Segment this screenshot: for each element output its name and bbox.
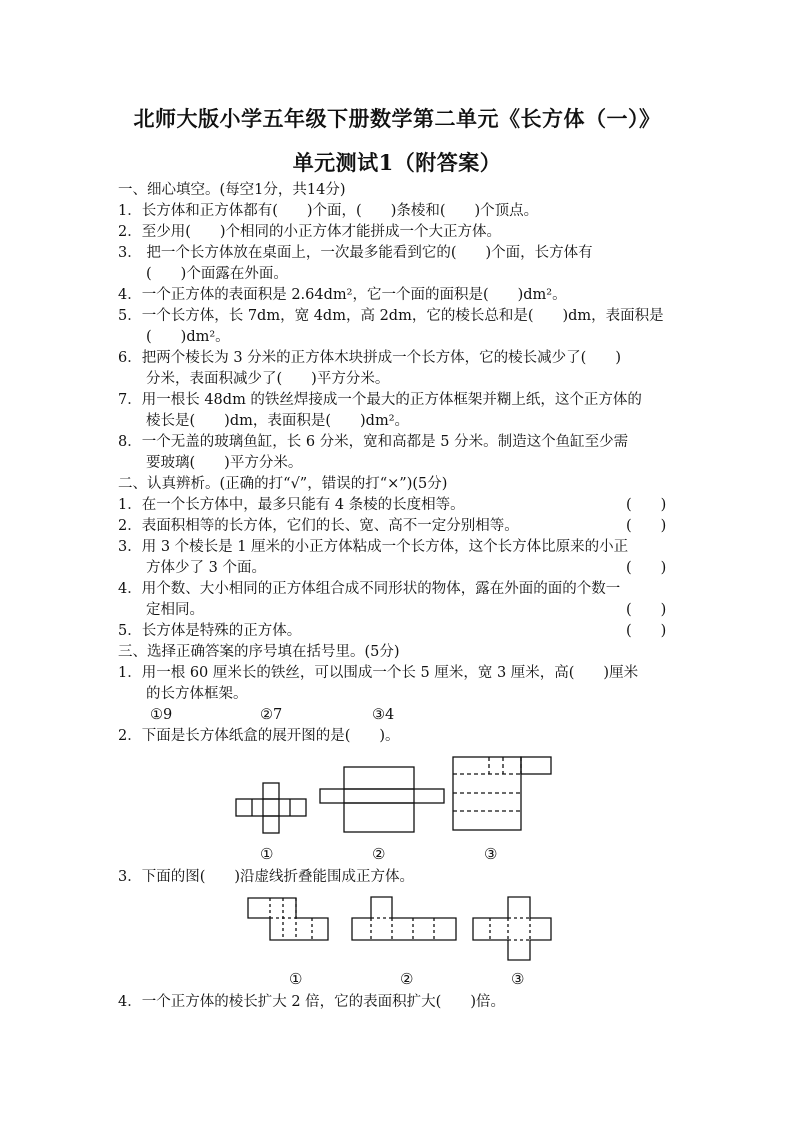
section2-heading: 二、认真辨析。(正确的打“√”，错误的打“×”)(5分) (118, 476, 448, 492)
s3-q1-cont: 的长方体框架。 (146, 686, 248, 702)
s3-q1: 1．用一根 60 厘米长的铁丝，可以围成一个长 5 厘米，宽 3 厘米，高( )厘米 (118, 665, 639, 681)
s1-q2: 2．至少用( )个相同的小正方体才能拼成一个大正方体。 (118, 224, 502, 240)
s2-q4-cont: 定相同。 (146, 602, 204, 618)
s2-q4-answer-paren: ( ) (626, 602, 667, 618)
s2-q4: 4．用个数、大小相同的正方体组合成不同形状的物体，露在外面的面的个数一 (118, 581, 621, 597)
s3-q1-option-1: ①9 (150, 707, 173, 723)
s2-q1-answer-paren: ( ) (626, 497, 667, 513)
s3-q2: 2．下面是长方体纸盒的展开图的是( )。 (118, 728, 400, 744)
section1-heading: 一、细心填空。(每空1分，共14分) (118, 182, 346, 198)
q3-net-3 (473, 897, 551, 960)
s2-q2-answer-paren: ( ) (626, 518, 667, 534)
s2-q2: 2．表面积相等的长方体，它们的长、宽、高不一定分别相等。 (118, 518, 519, 534)
section3-heading: 三、选择正确答案的序号填在括号里。(5分) (118, 644, 400, 660)
s2-q5-answer-paren: ( ) (626, 623, 667, 639)
q3-label-3: ③ (511, 970, 525, 988)
s1-q7-cont: 棱长是( )dm，表面积是( )dm²。 (146, 413, 410, 429)
s2-q5: 5．长方体是特殊的正方体。 (118, 623, 302, 639)
s3-q1-option-2: ②7 (260, 707, 283, 723)
q3-label-1: ① (289, 970, 303, 988)
s1-q6-cont: 分米，表面积减少了( )平方分米。 (146, 371, 390, 387)
s1-q8-cont: 要玻璃( )平方分米。 (146, 455, 303, 471)
s2-q3-cont: 方体少了 3 个面。 (146, 560, 266, 576)
s1-q5-cont: ( )dm²。 (146, 329, 230, 345)
q3-net-1 (248, 898, 328, 940)
s2-q3: 3．用 3 个棱长是 1 厘米的小正方体粘成一个长方体，这个长方体比原来的小正 (118, 539, 629, 555)
q2-net-3 (453, 757, 551, 830)
s3-q3: 3．下面的图( )沿虚线折叠能围成正方体。 (118, 869, 415, 885)
s1-q6: 6．把两个棱长为 3 分米的正方体木块拼成一个长方体，它的棱长减少了( ) (118, 350, 621, 366)
page-title: 北师大版小学五年级下册数学第二单元《长方体（一）》 (133, 106, 661, 131)
s1-q4: 4．一个正方体的表面积是 2.64dm²，它一个面的面积是( )dm²。 (118, 287, 567, 303)
q3-net-2 (352, 897, 456, 940)
q2-label-3: ③ (484, 845, 498, 863)
s1-q3: 3． 把一个长方体放在桌面上，一次最多能看到它的( )个面，长方体有 (118, 245, 593, 261)
s1-q3-cont: ( )个面露在外面。 (146, 266, 288, 282)
s1-q5: 5．一个长方体，长 7dm，宽 4dm，高 2dm，它的棱长总和是( )dm，表面积是 (118, 308, 664, 324)
q2-label-2: ② (372, 845, 386, 863)
q2-label-1: ① (260, 845, 274, 863)
q3-label-2: ② (400, 970, 414, 988)
s3-q1-option-3: ③4 (372, 707, 395, 723)
q2-net-2 (320, 767, 444, 832)
s1-q7: 7．用一根长 48dm 的铁丝焊接成一个最大的正方体框架并糊上纸，这个正方体的 (118, 392, 642, 408)
s1-q1: 1．长方体和正方体都有( )个面，( )条棱和( )个顶点。 (118, 203, 539, 219)
s2-q1: 1．在一个长方体中，最多只能有 4 条棱的长度相等。 (118, 497, 465, 513)
page-subtitle: 单元测试1（附答案） (292, 150, 502, 175)
s2-q3-answer-paren: ( ) (626, 560, 667, 576)
s3-q4: 4．一个正方体的棱长扩大 2 倍，它的表面积扩大( )倍。 (118, 994, 505, 1010)
s1-q8: 8．一个无盖的玻璃鱼缸，长 6 分米，宽和高都是 5 分米。制造这个鱼缸至少需 (118, 434, 629, 450)
q2-net-1 (236, 783, 306, 833)
